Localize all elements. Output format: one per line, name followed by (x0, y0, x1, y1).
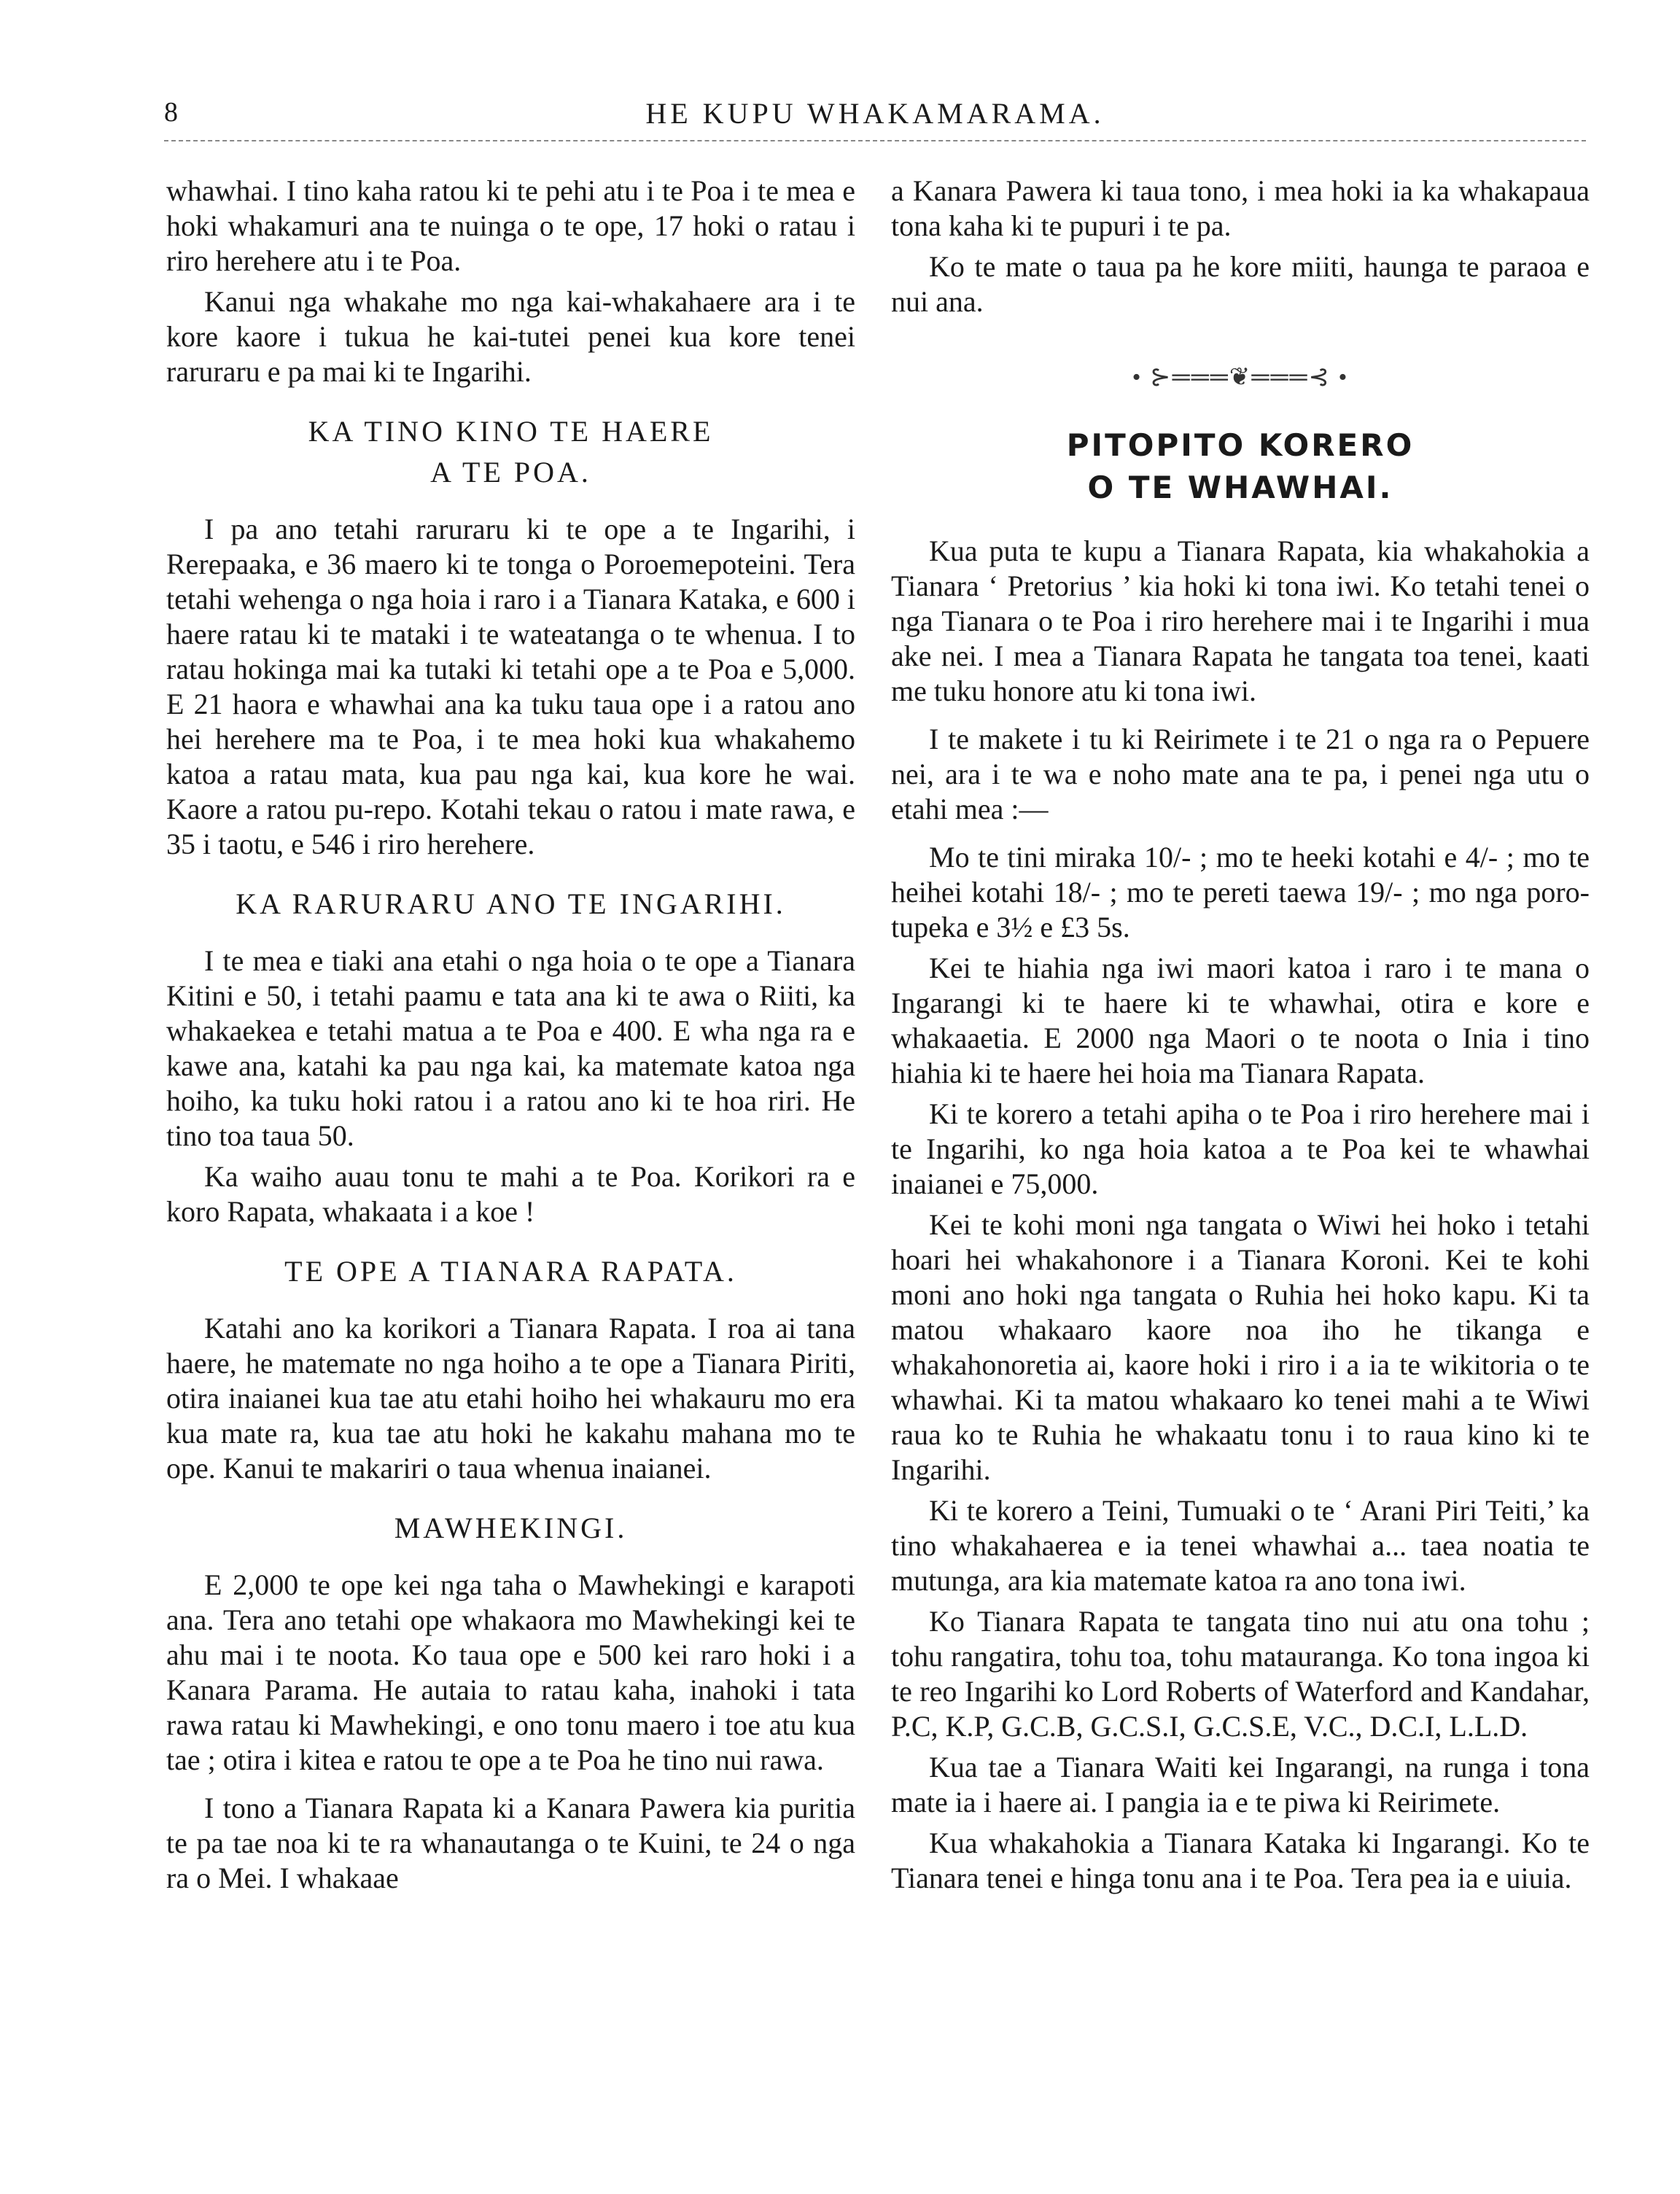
section-heading (166, 411, 855, 493)
paragraph: Ko te mate o taua pa he kore miiti, haunga te paraoa e nui ana. (891, 250, 1590, 318)
paragraph: Kei te kohi moni nga tangata o Wiwi hei hoko i tetahi hoari hei whakahonore i a Tianara Koroni. Kei te kohi moni ano hoki nga tangata o Ruhia hei hoko kapu. Ki ta matou whakaaro kaore noa iho he tikanga e whakahonoretia ai, kaore hoki i riro i a ia te wikitoria o te whawhai. Ki ta matou whakaaro ko tenei mahi a te Wiwi raua ko te Ruhia he whakaatu tonu i to raua kino ki te Ingarihi. (891, 1208, 1590, 1486)
paragraph: Kua puta te kupu a Tianara Rapata, kia whakahokia a Tianara ‘ Pretorius ’ kia hoki ki tona iwi. Ko tetahi tenei o nga Tianara o te Poa i riro herehere mai i te Ingarihi i mua ake nei. I mea a Tianara Rapata he tangata toa tenei, kaati me tuku honore atu ki tona iwi. (891, 534, 1590, 707)
section-heading: MAWHEKINGI. (394, 1512, 628, 1544)
left-column (166, 174, 855, 1902)
heading-line: KA TINO KINO TE HAERE (308, 415, 714, 448)
heading-line: PITOPITO KORERO (1066, 427, 1415, 463)
paragraph: Ka waiho auau tonu te mahi a te Poa. Korikori ra e koro Rapata, whakaata i a koe ! (166, 1160, 855, 1228)
paragraph: Kei te hiahia nga iwi maori katoa i raro i te mana o Ingarangi ki te haere ki te whawhai, otira e kore e whakaaetia. E 2000 nga Maori o te noota o Inia i tino hiahia ki te haere hei hoia ma Tianara Rapata. (891, 952, 1590, 1089)
paragraph: I te mea e tiaki ana etahi o nga hoia o te ope a Tianara Kitini e 50, i tetahi paamu e tata ana ki te awa o Riiti, ka whakaekea e tetahi matua a te Poa e 400. E wha nga ra e kawe ana, katahi ka pau nga kai, ka matemate katoa nga hoiho, ka tuku hoki ratou i a ratou ano ki te hoa riri. He tino toa taua 50. (166, 944, 855, 1152)
paragraph: Kua whakahokia a Tianara Kataka ki Ingarangi. Ko te Tianara tenei e hinga tonu ana i te Poa. Tera pea ia e uiuia. (891, 1827, 1590, 1894)
paragraph: Kua tae a Tianara Waiti kei Ingarangi, na runga i tona mate ia i haere ai. I pangia ia e te piwa ki Reirimete. (891, 1751, 1590, 1818)
paragraph: Mo te tini miraka 10/- ; mo te heeki kotahi e 4/- ; mo te heihei kotahi 18/- ; mo te pereti taewa 19/- ; mo nga poro-tupeka e 3½ e £3 5s. (891, 841, 1590, 944)
paragraph: a Kanara Pawera ki taua tono, i mea hoki ia ka whakapaua tona kaha ki te pupuri i te pa. (891, 174, 1590, 242)
paragraph: whawhai. I tino kaha ratou ki te pehi atu i te Poa i te mea e hoki whakamuri ana te nuinga o te ope, 17 hoki o ratau i riro herehere atu i te Poa. (166, 174, 855, 277)
header-rule (164, 140, 1586, 141)
paragraph: Kanui nga whakahe mo nga kai-whakahaere ara i te kore kaore i tukua he kai-tutei penei kua kore tenei raruraru e pa mai ki te Ingarihi. (166, 285, 855, 388)
paragraph: Ki te korero a tetahi apiha o te Poa i riro herehere mai i te Ingarihi, ko nga hoia katoa a te Poa kei te whawhai inaianei e 75,000. (891, 1097, 1590, 1200)
divider-ornament: • ⊱═══❦═══⊰ • (1132, 364, 1349, 391)
paragraph: Katahi ano ka korikori a Tianara Rapata. I roa ai tana haere, he matemate no nga hoiho a te ope a Tianara Piriti, otira inaianei kua tae atu etahi hoiho hei whakauru mo era kua mate ra, kua tae atu hoki he kakahu mahana mo te ope. Kanui te makariri o taua whenua inaianei. (166, 1312, 855, 1485)
paragraph: Ko Tianara Rapata te tangata tino nui atu ona tohu ; tohu rangatira, tohu toa, tohu matauranga. Ko tona ingoa ki te reo Ingarihi ko Lord Roberts of Waterford and Kandahar, P.C, K.P, G.C.B, G.C.S.I, G.C.S.E, V.C., D.C.I, L.L.D. (891, 1605, 1590, 1743)
running-title: HE KUPU WHAKAMARAMA. (645, 97, 1105, 130)
page-header (164, 86, 1586, 144)
paragraph: I tono a Tianara Rapata ki a Kanara Pawera kia puritia te pa tae noa ki te ra whanautanga o te Kuini, te 24 o nga ra o Mei. I whakaae (166, 1792, 855, 1894)
paragraph: Ki te korero a Teini, Tumuaki o te ‘ Arani Piri Teiti,’ ka tino whakahaerea e ia tenei whawhai a... taea noatia te mutunga, ara kia matemate katoa ra ano tona iwi. (891, 1494, 1590, 1597)
paragraph: E 2,000 te ope kei nga taha o Mawhekingi e karapoti ana. Tera ano tetahi ope whakaora mo Mawhekingi kei te ahu mai i te noota. Ko taua ope e 500 kei raro hoki i a Kanara Parama. He autaia to ratau kaha, inahoki i tata rawa ratau ki Mawhekingi, e ono tonu maero i toe atu kua tae ; otira i kitea e ratou te ope a te Poa he tino nui rawa. (166, 1568, 855, 1776)
page-number: 8 (164, 97, 179, 128)
paragraph: I te makete i tu ki Reirimete i te 21 o nga ra o Pepuere nei, ara i te wa e noho mate ana te pa, i penei nga utu o etahi mea :— (891, 723, 1590, 825)
right-column (891, 174, 1590, 1902)
paragraph: I pa ano tetahi raruraru ki te ope a te Ingarihi, i Rerepaaka, e 36 maero ki te tonga o Poroemepoteini. Tera tetahi wehenga o nga hoia i raro i a Tianara Kataka, e 600 i haere ratau ki te mataki i te wateatanga o te whenua. I to ratau hokinga mai ka tutaki ki tetahi ope a te Poa e 5,000. E 21 haora e whawhai ana ka tuku taua ope i a ratou ano hei herehere ma te Poa, i te mea hoki kua whakahemo katoa a ratau mata, kua pau nga kai, kua kore he wai. Kaore a ratou pu-repo. Kotahi tekau o ratou i mate rawa, e 35 i taotu, e 546 i riro herehere. (166, 513, 855, 860)
section-heading: TE OPE A TIANARA RAPATA. (284, 1255, 737, 1288)
heading-line: A TE POA. (430, 456, 591, 489)
heading-line: O TE WHAWHAI. (1087, 470, 1393, 505)
article-heading (891, 424, 1590, 509)
section-heading: KA RARURARU ANO TE INGARIHI. (236, 887, 786, 920)
